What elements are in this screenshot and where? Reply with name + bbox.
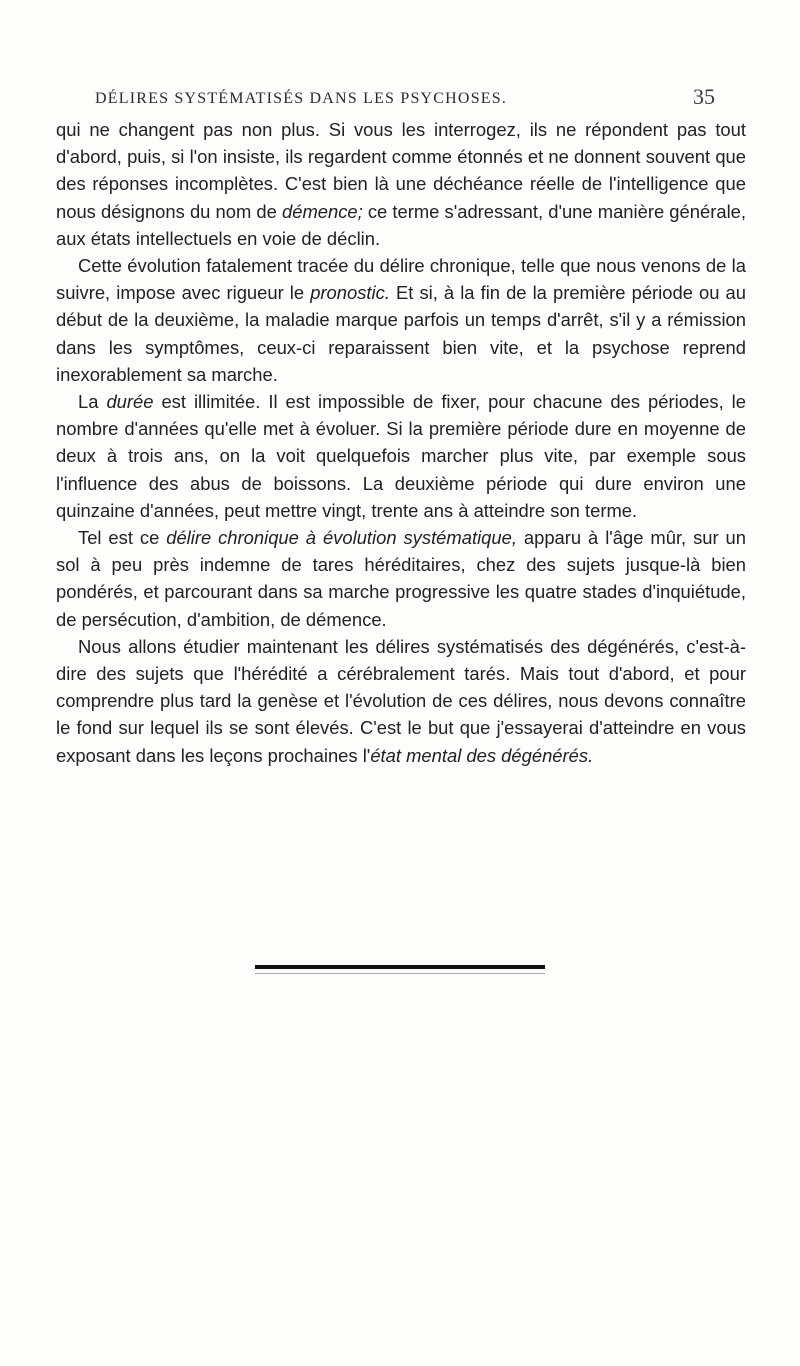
paragraph [56,524,746,633]
paragraph [56,633,746,769]
text-run: La [78,391,107,413]
text-run: Cette évolution fatalement tracée du délire chronique, telle que nous venons de la suivre, impose avec rigueur le [56,255,746,304]
italic-term: démence; [281,200,363,222]
section-divider [255,965,545,969]
italic-term: délire chronique à évolution systématique, [166,527,517,549]
italic-term: durée [106,391,154,413]
text-run: Et si, à la fin de la première période ou au début de la deuxième, la maladie marque parfois un temps d'arrêt, s'il y a rémission dans les symptômes, ceux-ci reparaissent bien vite, et la psychose reprend inexorablement sa marche. [56,282,746,385]
text-run: ce terme s'adressant, d'une manière générale, aux états intellectuels en voie de déclin. [56,200,746,249]
paragraph [56,116,746,252]
italic-term: pronostic. [310,282,390,304]
text-run: est illimitée. Il est impossible de fixer, pour chacune des périodes, le nombre d'années qu'elle met à évoluer. Si la première période dure en moyenne de deux à trois ans, on la voit quelquefois marcher plus vite, par exemple sous l'influence des abus de boissons. La deuxième période qui dure environ une quinzaine d'années, peut mettre vingt, trente ans à atteindre son terme. [56,391,746,521]
running-title: DÉLIRES SYSTÉMATISÉS DANS LES PSYCHOSES. [95,90,508,107]
section-divider-thin [255,973,545,974]
text-run: Tel est ce [78,527,167,549]
paragraph [56,388,746,524]
text-run: qui ne changent pas non plus. Si vous les interrogez, ils ne répondent pas tout d'abord, puis, si l'on insiste, ils regardent comme étonnés et ne donnent souvent que des réponses incomplètes. C'est bien là une déchéance réelle de l'intelligence que nous désignons du nom de [56,119,746,222]
text-run: apparu à l'âge mûr, sur un sol à peu près indemne de tares héréditaires, chez des sujets jusque-là bien pondérés, et parcourant dans sa marche progressive les quatre stades d'inquiétude, de persécution, d'ambition, de démence. [56,527,746,630]
running-header [95,84,715,112]
text-run: Nous allons étudier maintenant les délires systématisés des dégénérés, c'est-à-dire des sujets que l'hérédité a cérébralement tarés. Mais tout d'abord, et pour comprendre plus tard la genèse et l'évolution de ces délires, nous devons connaître le fond sur lequel ils se sont élevés. C'est le but que j'essayerai d'atteindre en vous exposant dans les leçons prochaines l' [56,635,746,766]
page-number: 35 [693,84,715,109]
body-text [56,116,746,769]
italic-term: état mental des dégénérés. [370,744,594,766]
paragraph [56,252,746,388]
